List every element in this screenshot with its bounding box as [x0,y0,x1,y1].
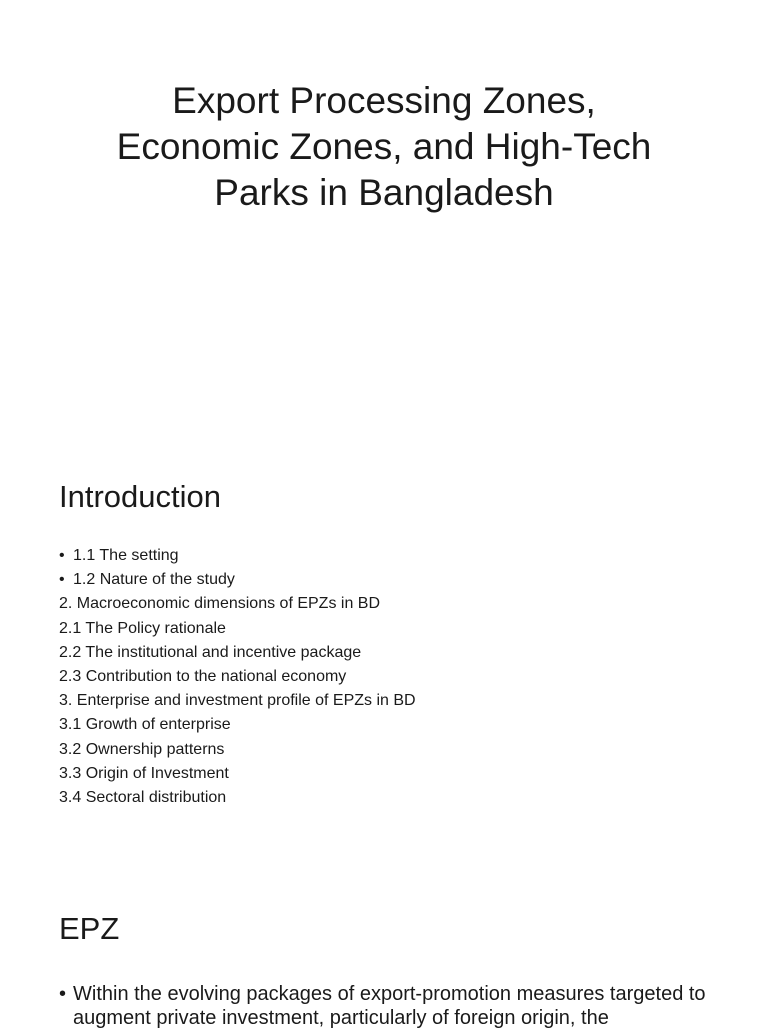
toc-item: • 1.2 Nature of the study [59,568,416,592]
toc-item: 2.2 The institutional and incentive package [59,643,362,661]
toc-item: 2.1 The Policy rationale [59,619,226,637]
toc-item: 2. Macroeconomic dimensions of EPZs in BD [59,595,381,613]
table-of-contents [59,544,416,810]
toc-item: 3.1 Growth of enterprise [59,716,231,734]
toc-item: 2.3 Contribution to the national economy [59,668,347,686]
epz-heading: EPZ [59,911,120,946]
introduction-slide [0,432,768,864]
toc-item: • 1.1 The setting [59,544,416,568]
title-line: Parks in Bangladesh [214,172,554,213]
toc-item: 3.3 Origin of Investment [59,764,229,782]
introduction-heading: Introduction [59,479,221,514]
toc-item: 3. Enterprise and investment profile of EPZs in BD [59,692,416,710]
epz-bullet-item: • Within the evolving packages of export-promotion measures targeted to augment private investment, particularly of foreign origin, the [59,982,719,1030]
epz-bullet-list [59,982,719,1030]
toc-item: 3.4 Sectoral distribution [59,789,227,807]
title-slide [0,0,768,432]
title-line: Economic Zones, and High-Tech [116,126,652,167]
toc-item: 3.2 Ownership patterns [59,740,225,758]
document-title [60,78,708,216]
title-line: Export Processing Zones, [172,80,596,121]
epz-slide [0,864,768,1029]
